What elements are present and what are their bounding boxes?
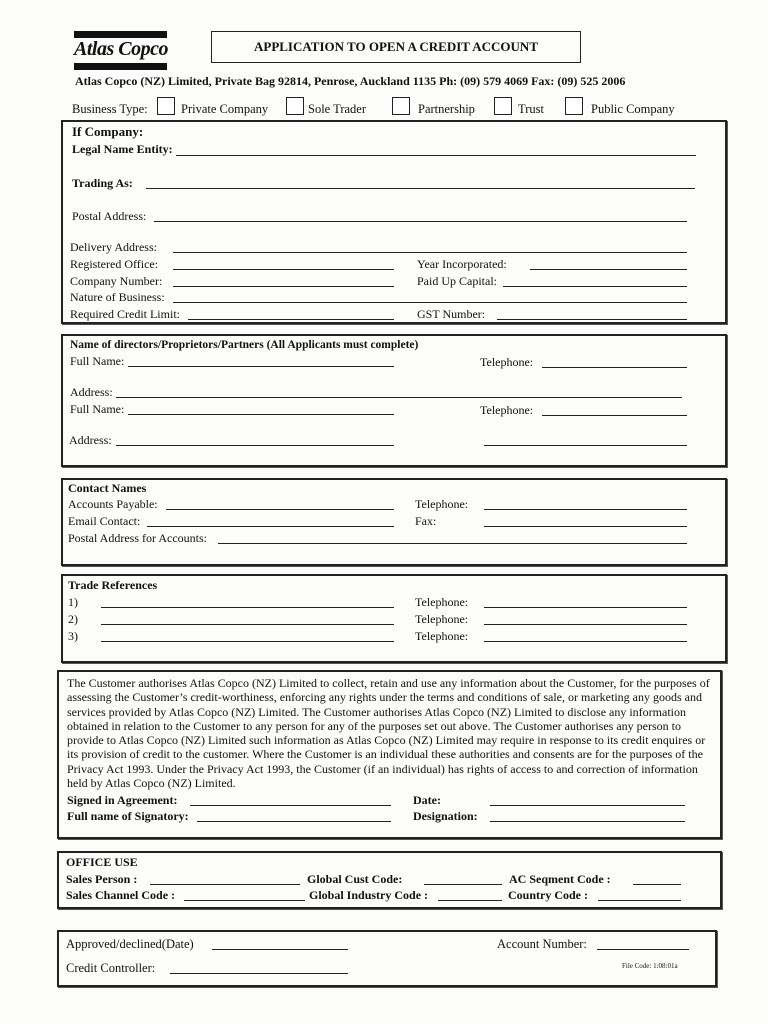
contacts-fax-label: Fax:	[415, 514, 437, 528]
year-incorporated-label: Year Incorporated:	[417, 257, 507, 271]
account-number-field[interactable]	[597, 949, 689, 950]
nature-of-business-label: Nature of Business:	[70, 290, 165, 304]
trade-ref-2-number: 2)	[68, 612, 78, 626]
trade-ref-1-number: 1)	[68, 595, 78, 609]
option-public-company: Public Company	[591, 102, 675, 116]
date-field[interactable]	[490, 805, 685, 806]
trade-ref-3-field[interactable]	[101, 641, 394, 642]
director1-address-field[interactable]	[116, 397, 682, 398]
form-title-box	[211, 31, 581, 63]
sales-person-label: Sales Person :	[66, 872, 138, 886]
trading-as-label: Trading As:	[72, 176, 133, 190]
option-partnership: Partnership	[418, 102, 475, 116]
trade-ref-3-number: 3)	[68, 629, 78, 643]
date-label: Date:	[413, 793, 441, 807]
trade-ref-1-telephone-field[interactable]	[484, 607, 687, 608]
email-contact-field[interactable]	[147, 526, 394, 527]
trade-ref-2-telephone-field[interactable]	[484, 624, 687, 625]
option-sole-trader: Sole Trader	[308, 102, 366, 116]
account-number-label: Account Number:	[497, 937, 587, 951]
credit-controller-label: Credit Controller:	[66, 961, 156, 975]
director2-address-field[interactable]	[116, 445, 394, 446]
director2-full-name-field[interactable]	[128, 414, 394, 415]
country-code-label: Country Code :	[508, 888, 588, 902]
trade-ref-3-telephone-field[interactable]	[484, 641, 687, 642]
registered-office-field[interactable]	[173, 269, 394, 270]
contacts-section	[61, 478, 727, 566]
ac-segment-code-field[interactable]	[633, 884, 681, 885]
director2-address-field-cont[interactable]	[484, 445, 687, 446]
paid-up-capital-field[interactable]	[503, 286, 687, 287]
contacts-heading: Contact Names	[68, 481, 147, 495]
checkbox-public-company[interactable]	[565, 97, 583, 115]
trade-ref-1-telephone-label: Telephone:	[415, 595, 469, 609]
business-type-label: Business Type:	[72, 102, 148, 116]
sales-channel-code-field[interactable]	[184, 900, 305, 901]
global-cust-code-label: Global Cust Code:	[307, 872, 403, 886]
delivery-address-label: Delivery Address:	[70, 240, 157, 254]
contacts-fax-field[interactable]	[484, 526, 687, 527]
director1-telephone-field[interactable]	[542, 367, 687, 368]
credit-limit-label: Required Credit Limit:	[70, 307, 180, 321]
company-address-line: Atlas Copco (NZ) Limited, Private Bag 92814, Penrose, Auckland 1135 Ph: (09) 579 4069 Fax: (09) 525 2006	[75, 74, 626, 88]
director1-telephone-label: Telephone:	[480, 355, 534, 369]
checkbox-trust[interactable]	[494, 97, 512, 115]
trade-references-section	[61, 574, 727, 663]
trade-ref-2-field[interactable]	[101, 624, 394, 625]
logo-text: Atlas Copco	[74, 38, 168, 60]
email-contact-label: Email Contact:	[68, 514, 141, 528]
contacts-telephone-field[interactable]	[484, 509, 687, 510]
paid-up-capital-label: Paid Up Capital:	[417, 274, 497, 288]
trade-references-heading: Trade References	[68, 578, 158, 592]
form-title: APPLICATION TO OPEN A CREDIT ACCOUNT	[253, 39, 538, 54]
legal-name-field[interactable]	[176, 155, 696, 156]
company-number-label: Company Number:	[70, 274, 163, 288]
office-use-heading: OFFICE USE	[66, 855, 138, 869]
logo-bar-bottom	[74, 63, 167, 70]
global-industry-code-field[interactable]	[438, 900, 502, 901]
director2-telephone-field[interactable]	[542, 415, 687, 416]
director1-full-name-field[interactable]	[128, 366, 394, 367]
trade-ref-3-telephone-label: Telephone:	[415, 629, 469, 643]
designation-label: Designation:	[413, 809, 478, 823]
logo-bar-top	[74, 31, 167, 38]
year-incorporated-field[interactable]	[530, 269, 687, 270]
ac-segment-code-label: AC Seqment Code :	[509, 872, 611, 886]
approved-declined-label: Approved/declined(Date)	[66, 937, 194, 951]
director2-telephone-label: Telephone:	[480, 403, 534, 417]
director1-address-label: Address:	[70, 385, 113, 399]
signatory-name-label: Full name of Signatory:	[67, 809, 189, 823]
country-code-field[interactable]	[598, 900, 681, 901]
accounts-payable-field[interactable]	[166, 509, 394, 510]
approved-declined-field[interactable]	[212, 949, 348, 950]
postal-address-accounts-field[interactable]	[218, 543, 687, 544]
postal-address-label: Postal Address:	[72, 209, 147, 223]
postal-address-field[interactable]	[154, 221, 687, 222]
directors-section	[61, 334, 727, 467]
gst-number-field[interactable]	[497, 319, 687, 320]
registered-office-label: Registered Office:	[70, 257, 159, 271]
designation-field[interactable]	[490, 821, 685, 822]
credit-limit-field[interactable]	[188, 319, 394, 320]
contacts-telephone-label: Telephone:	[415, 497, 469, 511]
gst-number-label: GST Number:	[417, 307, 486, 321]
legal-name-label: Legal Name Entity:	[72, 142, 173, 156]
trade-ref-2-telephone-label: Telephone:	[415, 612, 469, 626]
trade-ref-1-field[interactable]	[101, 607, 394, 608]
checkbox-private-company[interactable]	[157, 97, 175, 115]
option-private-company: Private Company	[181, 102, 269, 116]
sales-person-field[interactable]	[150, 884, 300, 885]
sales-channel-code-label: Sales Channel Code :	[66, 888, 176, 902]
signed-agreement-label: Signed in Agreement:	[67, 793, 178, 807]
checkbox-partnership[interactable]	[392, 97, 410, 115]
checkbox-sole-trader[interactable]	[286, 97, 304, 115]
global-cust-code-field[interactable]	[424, 884, 502, 885]
file-code: File Code: 1:08:01a	[622, 962, 678, 970]
signatory-name-field[interactable]	[197, 821, 391, 822]
directors-heading: Name of directors/Proprietors/Partners (All Applicants must complete)	[70, 339, 419, 351]
credit-controller-field[interactable]	[170, 973, 348, 974]
global-industry-code-label: Global Industry Code :	[309, 888, 429, 902]
signature-field[interactable]	[190, 805, 391, 806]
director1-full-name-label: Full Name:	[70, 354, 125, 368]
authorisation-text: The Customer authorises Atlas Copco (NZ) Limited to collect, retain and use any information about the Customer, for the purposes of assessing the Customer’s credit-worthiness, enforcing any rights under the terms and conditions of sale, or marketing any goods and services provided by Atlas Copco (NZ) Limited. The Customer authorises Atlas Copco (NZ) Limited to disclose any information obtained in relation to the Customer to any person for any of the purposes set out above. The Customer authorises any person to provide to Atlas Copco (NZ) Limited such information as Atlas Copco (NZ) Limited may require in response to its credit enquires or its provision of credit to the customer. Where the Customer is an individual these authorities and consents are for the purposes of the Privacy Act 1993. Under the Privacy Act 1993, the Customer (if an individual) has rights of access to and correction of information held by Atlas Copco (NZ) Limited.	[67, 676, 710, 791]
option-trust: Trust	[518, 102, 544, 116]
director2-address-label: Address:	[69, 433, 112, 447]
accounts-payable-label: Accounts Payable:	[68, 497, 158, 511]
company-number-field[interactable]	[173, 286, 394, 287]
trading-as-field[interactable]	[146, 188, 695, 189]
director2-full-name-label: Full Name:	[70, 402, 125, 416]
delivery-address-field[interactable]	[173, 252, 687, 253]
postal-address-accounts-label: Postal Address for Accounts:	[68, 531, 207, 545]
company-heading: If Company:	[72, 124, 144, 139]
nature-of-business-field[interactable]	[173, 302, 687, 303]
